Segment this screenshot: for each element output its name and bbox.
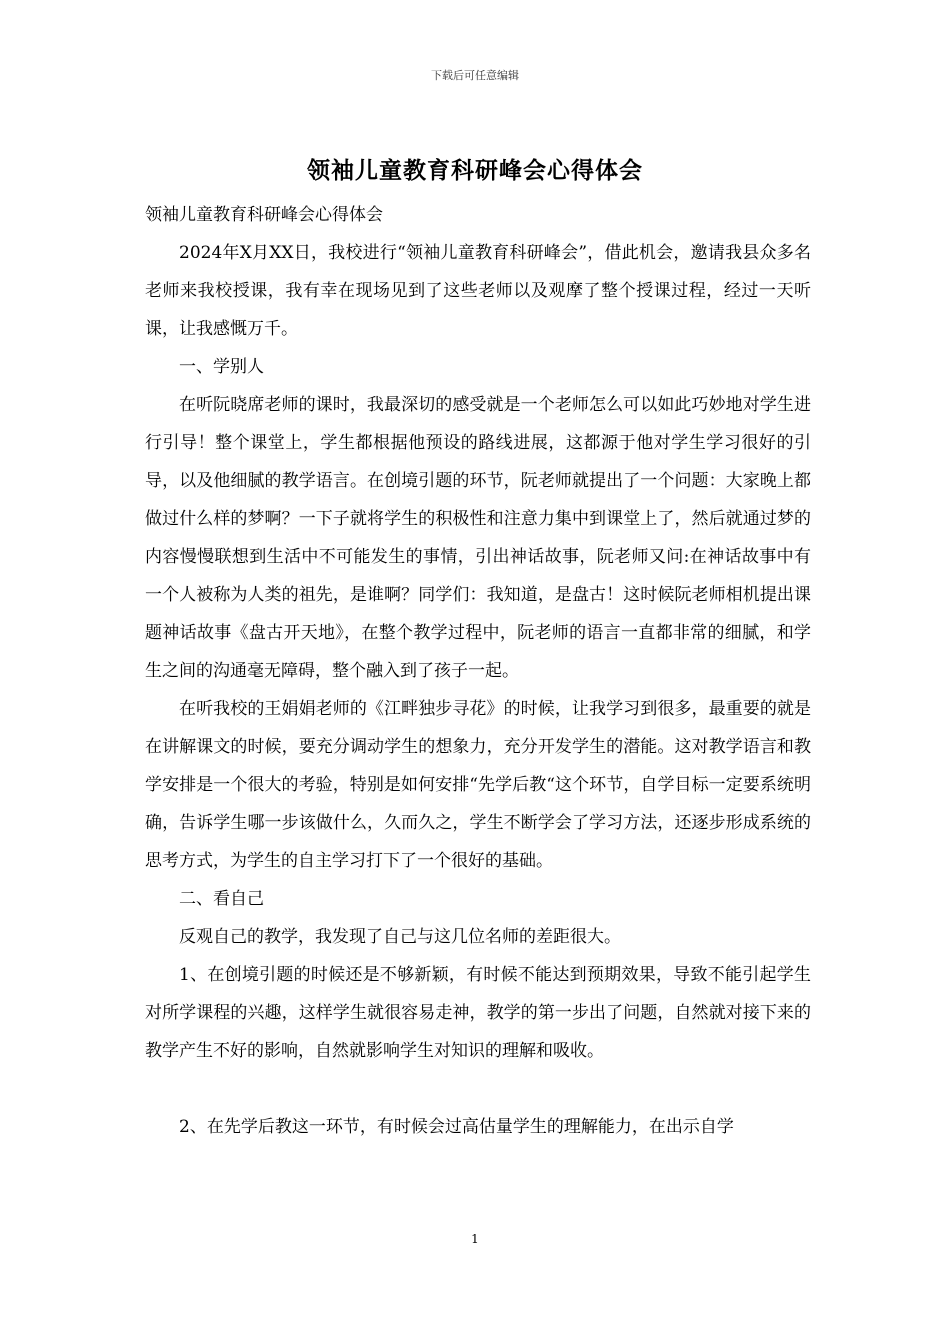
body-paragraph: 在听阮晓席老师的课时，我最深切的感受就是一个老师怎么可以如此巧妙地对学生进行引导！整个课堂上，学生都根据他预设的路线进展，这都源于他对学生学习很好的引导，以及他细腻的教学语言。在创境引题的环节，阮老师就提出了一个问题：大家晚上都做过什么样的梦啊？一下子就将学生的积极性和注意力集中到课堂上了，然后就通过梦的内容慢慢联想到生活中不可能发生的事情，引出神话故事，阮老师又问:在神话故事中有一个人被称为人类的祖先，是谁啊？同学们：我知道，是盘古！这时候阮老师相机提出课题神话故事《盘古开天地》，在整个教学过程中，阮老师的语言一直都非常的细腻，和学生之间的沟通毫无障碍，整个融入到了孩子一起。 <box>145 395 811 681</box>
header-note: 下载后可任意编辑 <box>431 69 519 82</box>
subtitle-line: 领袖儿童教育科研峰会心得体会 <box>145 205 383 225</box>
section-heading-2: 二、看自己 <box>179 889 264 909</box>
body-paragraph: 2、在先学后教这一环节，有时候会过高估量学生的理解能力，在出示自学 <box>179 1117 734 1137</box>
page-number: 1 <box>471 1232 479 1246</box>
body-paragraph: 在听我校的王娟娟老师的《江畔独步寻花》的时候，让我学习到很多，最重要的就是在讲解课文的时候，要充分调动学生的想象力，充分开发学生的潜能。这对教学语言和教学安排是一个很大的考验，特别是如何安排“先学后教“这个环节，自学目标一定要系统明确，告诉学生哪一步该做什么，久而久之，学生不断学会了学习方法，还逐步形成系统的思考方式，为学生的自主学习打下了一个很好的基础。 <box>145 699 811 871</box>
intro-paragraph: 2024年X月XX日，我校进行“领袖儿童教育科研峰会”，借此机会，邀请我县众多名老师来我校授课，我有幸在现场见到了这些老师以及观摩了整个授课过程，经过一天听课，让我感慨万千。 <box>145 243 811 339</box>
body-paragraph: 反观自己的教学，我发现了自己与这几位名师的差距很大。 <box>179 927 621 947</box>
document-title: 领袖儿童教育科研峰会心得体会 <box>307 157 643 184</box>
document-body <box>145 196 811 1146</box>
body-paragraph: 1、在创境引题的时候还是不够新颖，有时候不能达到预期效果，导致不能引起学生对所学课程的兴趣，这样学生就很容易走神，教学的第一步出了问题，自然就对接下来的教学产生不好的影响，自然就影响学生对知识的理解和吸收。 <box>145 965 811 1061</box>
section-heading-1: 一、学别人 <box>179 357 264 377</box>
